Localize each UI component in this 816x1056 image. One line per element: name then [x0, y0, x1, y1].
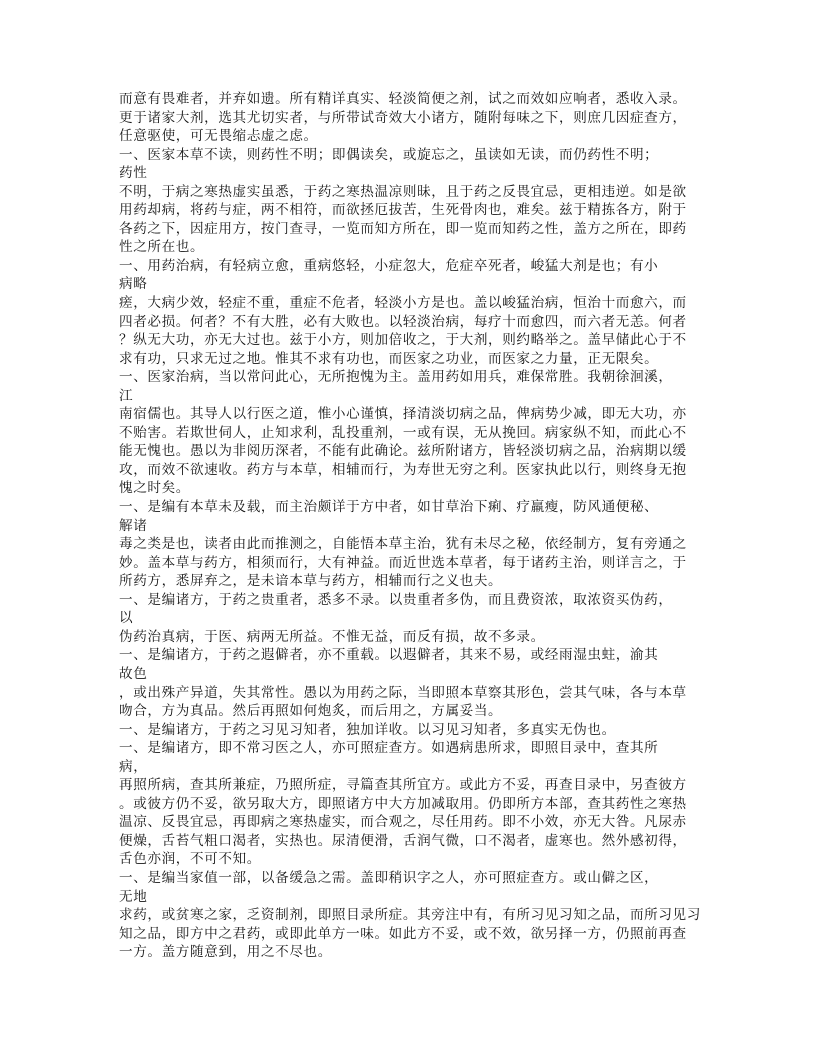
text-line: 一、用药治病，有轻病立愈，重病悠轻，小症忽大，危症卒死者，峻猛大剂是也；有小: [119, 257, 659, 273]
text-line: 一、是编诸方，于药之习见习知者，独加详收。以习见习知者，多真实无伪也。: [119, 721, 616, 737]
text-line: 以: [119, 610, 134, 626]
text-line: 能无愧也。愚以为非阅历深者，不能有此确论。兹所附诸方，皆轻淡切病之品，治病期以缓: [119, 443, 687, 459]
text-line: 伪药治真病，于医、病两无所益。不惟无益，而反有损，故不多录。: [119, 628, 545, 644]
text-line: 无地: [119, 888, 148, 904]
text-line: 一、医家本草不读，则药性不明；即偶读矣，或旋忘之，虽读如无读，而仍药性不明；: [119, 146, 659, 162]
text-line: 所药方，悉屏弃之，是未谙本草与药方，相辅而行之义也夫。: [119, 573, 503, 589]
text-line: 求有功，只求无过之地。惟其不求有功也，而医家之功业，而医家之力量，正无限矣。: [119, 350, 659, 366]
text-line: 四者必损。何者？不有大胜，必有大败也。以轻淡治病，每疗十而愈四，而六者无恙。何者: [119, 313, 687, 329]
text-line: 任意驱使，可无畏缩忐虚之虑。: [119, 128, 318, 144]
text-line: 妙。盖本草与药方，相须而行，大有神益。而近世选本草者，每于诸药主治，则详言之，于: [119, 554, 687, 570]
text-line: 求药，或贫寒之家，乏资制剂，即照目录所症。其旁注中有，有所习见习知之品，而所习见习: [119, 907, 701, 923]
text-line: 江: [119, 387, 134, 403]
text-line: 解诸: [119, 517, 148, 533]
text-line: 各药之下，因症用方，按门查寻，一览而知方所在，即一览而知药之性，盖方之所在，即药: [119, 220, 687, 236]
text-line: 一、是编当家值一部，以备缓急之需。盖即稍识字之人，亦可照症查方。或山僻之区，: [119, 869, 659, 885]
text-line: 一、是编诸方，即不常习医之人，亦可照症查方。如遇病患所求，即照目录中，查其所: [119, 740, 659, 756]
text-line: 一、是编有本草未及载，而主治颇详于方中者，如甘草治下痢、疗羸瘦，防风通便秘、: [119, 499, 659, 515]
text-line: ？纵无大功，亦无大过也。兹于小方，则加倍收之，于大剂，则约略举之。盖早储此心于不: [119, 332, 687, 348]
text-line: 愧之时矣。: [119, 480, 190, 496]
text-line: 更于诸家大剂，选其尤切实者，与所带试奇效大小诸方，随附每味之下，则庶几因症查方，: [119, 109, 687, 125]
text-line: 。或彼方仍不妥，欲另取大方，即照诸方中大方加减取用。仍即所方本部，查其药性之寒热: [119, 795, 687, 811]
text-line: 一、医家治病，当以常问此心，无所抱愧为主。盖用药如用兵，难保常胜。我朝徐洄溪，: [119, 369, 673, 385]
text-line: 南宿儒也。其导人以行医之道，惟小心谨慎，择清淡切病之品，俾病势少减，即无大功，亦: [119, 406, 687, 422]
text-line: 故色: [119, 665, 148, 681]
text-line: 病略: [119, 276, 148, 292]
text-line: 一、是编诸方，于药之贵重者，悉多不录。以贵重者多伪，而且费资浓，取浓资买伪药，: [119, 591, 673, 607]
text-line: ，或出殊产异道，失其常性。愚以为用药之际，当即照本草察其形色，尝其气味，各与本草: [119, 684, 687, 700]
text-line: 便燥，舌苔气粗口渴者，实热也。尿清便滑，舌润气微，口不渴者，虚寒也。然外感初得，: [119, 832, 687, 848]
text-line: 知之品，即方中之君药，或即此单方一味。如此方不妥，或不效，欲另择一方，仍照前再查: [119, 925, 687, 941]
text-line: 性之所在也。: [119, 239, 205, 255]
text-line: 而意有畏难者，并弃如遗。所有精详真实、轻淡简便之剂，试之而效如应响者，悉收入录。: [119, 91, 687, 106]
text-line: 一方。盖方随意到，用之不尽也。: [119, 944, 332, 960]
text-line: 攻，而效不欲速收。药方与本草，相辅而行，为寿世无穷之利。医家执此以行，则终身无抱: [119, 461, 687, 477]
text-line: 温凉、反畏宜忌，再即病之寒热虚实，而合观之，尽任用药。即不小效，亦无大咎。凡尿赤: [119, 814, 687, 830]
text-line: 不明，于病之寒热虚实虽悉，于药之寒热温凉则昧，且于药之反畏宜忌，更相违逆。如是欲: [119, 183, 687, 199]
text-line: 一、是编诸方，于药之遐僻者，亦不重载。以遐僻者，其来不易，或经雨湿虫蛀，渝其: [119, 647, 659, 663]
text-line: 舌色亦润，不可不知。: [119, 851, 261, 867]
text-line: 吻合，方为真品。然后再照如何炮炙，而后用之，方属妥当。: [119, 703, 503, 719]
document-text-block: [119, 90, 701, 962]
text-line: 病，: [119, 758, 148, 774]
text-line: 瘥，大病少效，轻症不重，重症不危者，轻淡小方是也。盖以峻猛治病，恒治十而愈六，而: [119, 295, 687, 311]
text-line: 再照所病，查其所兼症，乃照所症，寻篇查其所宜方。或此方不妥，再查目录中，另查彼方: [119, 777, 687, 793]
text-line: 不贻害。若欺世伺人，止知求利，乱投重剂，一或有误，无从挽回。病家纵不知，而此心不: [119, 424, 687, 440]
text-line: 药性: [119, 165, 148, 181]
text-line: 毒之类是也，读者由此而推测之，自能悟本草主治，犹有未尽之秘，依经制方，复有旁通之: [119, 536, 687, 552]
text-line: 用药却病，将药与症，两不相符，而欲拯厄拔苦，生死骨肉也，难矣。兹于精拣各方，附于: [119, 202, 687, 218]
